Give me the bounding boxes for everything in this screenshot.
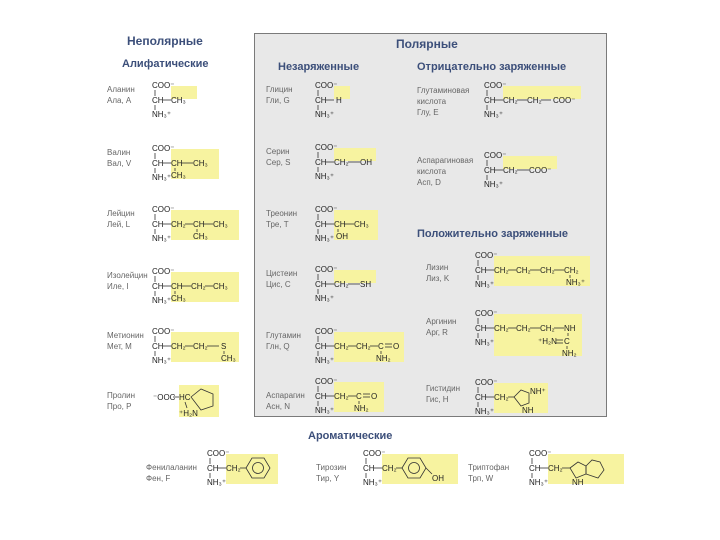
svg-text:OH: OH — [432, 474, 444, 483]
structure-cysteine — [314, 264, 394, 304]
svg-text:CH: CH — [152, 342, 164, 351]
polar-heading: Полярные — [396, 37, 458, 51]
svg-text:CH: CH — [315, 392, 327, 401]
svg-text:CH₂: CH₂ — [171, 342, 186, 351]
svg-text:COO⁻: COO⁻ — [315, 143, 338, 152]
svg-text:H: H — [336, 96, 342, 105]
svg-text:COO⁻: COO⁻ — [152, 144, 175, 153]
svg-text:CH₃: CH₃ — [213, 282, 228, 291]
structure-glutamic-acid — [483, 80, 593, 120]
svg-text:O: O — [393, 342, 400, 351]
svg-text:NH₃⁺: NH₃⁺ — [207, 478, 227, 487]
svg-text:CH: CH — [152, 282, 164, 291]
svg-text:CH₃: CH₃ — [171, 96, 186, 105]
name-label: Триптофан Трп, W — [468, 463, 510, 483]
svg-text:CH: CH — [475, 324, 487, 333]
name-label: Лизин Лиз, K — [426, 263, 450, 283]
svg-text:COO⁻: COO⁻ — [315, 205, 338, 214]
svg-text:CH₂: CH₂ — [334, 280, 349, 289]
name-label: Треонин Тре, T — [266, 209, 298, 229]
svg-text:SH: SH — [360, 280, 372, 289]
svg-text:NH: NH — [572, 478, 584, 487]
svg-text:CH₂: CH₂ — [191, 282, 206, 291]
name-label: Гистидин Гис, H — [426, 384, 461, 404]
structure-methionine — [151, 326, 251, 370]
svg-text:CH: CH — [171, 282, 183, 291]
svg-text:CH: CH — [484, 166, 496, 175]
svg-text:NH₃⁺: NH₃⁺ — [315, 110, 335, 119]
svg-text:CH₂: CH₂ — [334, 158, 349, 167]
svg-text:CH₂: CH₂ — [171, 220, 186, 229]
structure-arginine — [474, 308, 594, 368]
svg-text:NH₃⁺: NH₃⁺ — [152, 356, 172, 365]
svg-text:CH₂: CH₂ — [494, 266, 509, 275]
name-label: Лейцин Лей, L — [107, 209, 135, 229]
svg-text:NH₃⁺: NH₃⁺ — [475, 338, 495, 347]
svg-text:CH: CH — [152, 220, 164, 229]
structure-asparagine — [314, 376, 414, 420]
svg-text:CH₂: CH₂ — [540, 266, 555, 275]
svg-text:NH: NH — [564, 324, 576, 333]
svg-text:NH₃⁺: NH₃⁺ — [315, 172, 335, 181]
svg-text:NH₃⁺: NH₃⁺ — [484, 180, 504, 189]
svg-text:CH: CH — [315, 220, 327, 229]
svg-text:NH₃⁺: NH₃⁺ — [315, 294, 335, 303]
svg-text:COO⁻: COO⁻ — [529, 166, 552, 175]
svg-text:CH: CH — [334, 220, 346, 229]
name-label: Аспарагиновая кислота Асп, D — [417, 156, 474, 187]
svg-text:CH: CH — [529, 464, 541, 473]
svg-text:CH₂: CH₂ — [193, 342, 208, 351]
svg-text:⁺H₂N: ⁺H₂N — [538, 337, 557, 346]
svg-text:CH: CH — [193, 220, 205, 229]
svg-text:S: S — [221, 342, 227, 351]
structure-serine — [314, 142, 394, 182]
svg-text:NH₃⁺: NH₃⁺ — [315, 406, 335, 415]
svg-text:CH₂: CH₂ — [226, 464, 241, 473]
svg-text:CH₃: CH₃ — [193, 159, 208, 168]
structure-proline — [153, 382, 233, 422]
svg-text:CH: CH — [315, 158, 327, 167]
svg-text:COO⁻: COO⁻ — [484, 151, 507, 160]
svg-text:NH₃⁺: NH₃⁺ — [529, 478, 549, 487]
svg-text:COO⁻: COO⁻ — [207, 449, 230, 458]
svg-text:COO⁻: COO⁻ — [475, 378, 498, 387]
svg-text:COO⁻: COO⁻ — [315, 377, 338, 386]
svg-text:CH₂: CH₂ — [503, 96, 518, 105]
name-label: Тирозин Тир, Y — [316, 463, 347, 483]
svg-text:CH₂: CH₂ — [494, 393, 509, 402]
svg-text:COO⁻: COO⁻ — [315, 265, 338, 274]
svg-text:NH₃⁺: NH₃⁺ — [475, 407, 495, 416]
svg-text:CH: CH — [363, 464, 375, 473]
svg-text:NH⁺: NH⁺ — [530, 387, 546, 396]
svg-text:NH₃⁺: NH₃⁺ — [475, 280, 495, 289]
structure-leucine — [151, 204, 251, 248]
svg-text:COO⁻: COO⁻ — [315, 81, 338, 90]
svg-text:COO⁻: COO⁻ — [529, 449, 552, 458]
svg-text:⁺H₂N: ⁺H₂N — [179, 409, 198, 418]
structure-isoleucine — [151, 266, 251, 310]
svg-text:CH: CH — [484, 96, 496, 105]
svg-text:CH₂: CH₂ — [527, 96, 542, 105]
svg-text:COO⁻: COO⁻ — [363, 449, 386, 458]
svg-text:CH: CH — [207, 464, 219, 473]
svg-text:CH: CH — [315, 342, 327, 351]
svg-text:CH: CH — [171, 159, 183, 168]
name-label: Валин Вал, V — [107, 148, 132, 168]
svg-text:CH₂: CH₂ — [334, 392, 349, 401]
svg-text:⁻OOC: ⁻OOC — [153, 393, 176, 402]
svg-text:CH: CH — [315, 280, 327, 289]
structure-aspartic-acid — [483, 150, 583, 190]
svg-text:CH₂: CH₂ — [503, 166, 518, 175]
structure-threonine — [314, 204, 394, 248]
svg-text:CH₃: CH₃ — [213, 220, 228, 229]
svg-text:COO⁻: COO⁻ — [484, 81, 507, 90]
negative-heading: Отрицательно заряженные — [417, 61, 567, 73]
structure-phenylalanine — [206, 448, 306, 492]
svg-text:NH₃⁺: NH₃⁺ — [152, 173, 172, 182]
svg-text:NH₂: NH₂ — [376, 354, 391, 363]
structure-tyrosine — [362, 448, 482, 492]
svg-text:COO⁻: COO⁻ — [475, 251, 498, 260]
svg-text:O: O — [371, 392, 378, 401]
structure-lysine — [474, 250, 594, 294]
name-label: Аланин Ала, A — [107, 85, 135, 105]
svg-text:NH₃⁺: NH₃⁺ — [363, 478, 383, 487]
uncharged-heading: Незаряженные — [278, 61, 360, 73]
svg-text:CH: CH — [152, 159, 164, 168]
svg-text:C: C — [378, 342, 384, 351]
name-label: Фенилаланин Фен, F — [146, 463, 197, 483]
positive-heading: Положительно заряженные — [417, 228, 569, 240]
structure-tryptophan — [528, 448, 638, 492]
svg-text:NH₃⁺: NH₃⁺ — [152, 110, 172, 119]
svg-text:COO⁻: COO⁻ — [315, 327, 338, 336]
name-label: Аспарагин Асн, N — [266, 391, 305, 411]
svg-text:CH₂: CH₂ — [516, 324, 531, 333]
name-label: Глутамин Глн, Q — [266, 331, 301, 351]
svg-text:CH: CH — [475, 266, 487, 275]
structure-glycine — [314, 80, 394, 120]
name-label: Серин Сер, S — [266, 147, 291, 167]
nonpolar-heading: Неполярные — [127, 34, 203, 48]
svg-text:HC: HC — [179, 393, 191, 402]
svg-text:COO⁻: COO⁻ — [475, 309, 498, 318]
svg-text:COO⁻: COO⁻ — [152, 267, 175, 276]
svg-text:COO⁻: COO⁻ — [152, 81, 175, 90]
svg-text:COO⁻: COO⁻ — [152, 327, 175, 336]
svg-text:NH₃⁺: NH₃⁺ — [152, 234, 172, 243]
svg-text:NH: NH — [522, 406, 534, 415]
svg-text:NH₂: NH₂ — [354, 404, 369, 413]
svg-text:CH₂: CH₂ — [356, 342, 371, 351]
name-label: Метионин Мет, M — [107, 331, 144, 351]
svg-text:COO⁻: COO⁻ — [152, 205, 175, 214]
svg-text:OH: OH — [336, 232, 348, 241]
name-label: Глицин Гли, G — [266, 85, 293, 105]
svg-text:CH₃: CH₃ — [221, 354, 236, 363]
svg-text:NH₃⁺: NH₃⁺ — [315, 356, 335, 365]
aromatic-heading: Ароматические — [308, 430, 393, 442]
structure-valine — [151, 143, 231, 187]
structure-histidine — [474, 377, 574, 421]
svg-text:NH₂: NH₂ — [562, 349, 577, 358]
name-label: Пролин Про, P — [107, 391, 136, 411]
aliphatic-heading: Алифатические — [122, 58, 209, 70]
svg-text:C: C — [356, 392, 362, 401]
svg-text:CH₃: CH₃ — [354, 220, 369, 229]
svg-text:CH₃: CH₃ — [171, 294, 186, 303]
svg-text:CH₂: CH₂ — [564, 266, 579, 275]
svg-text:CH₃: CH₃ — [171, 171, 186, 180]
svg-text:NH₃⁺: NH₃⁺ — [152, 296, 172, 305]
svg-text:NH₃⁺: NH₃⁺ — [315, 234, 335, 243]
svg-text:COO⁻: COO⁻ — [553, 96, 576, 105]
svg-text:NH₃⁺: NH₃⁺ — [484, 110, 504, 119]
svg-text:C: C — [564, 337, 570, 346]
svg-text:CH: CH — [152, 96, 164, 105]
name-label: Изолейцин Иле, I — [107, 271, 148, 291]
svg-text:CH₂: CH₂ — [540, 324, 555, 333]
name-label: Цистеин Цис, C — [266, 269, 298, 289]
structure-glutamine — [314, 326, 414, 370]
name-label: Аргинин Арг, R — [426, 317, 457, 337]
svg-text:CH₃: CH₃ — [193, 232, 208, 241]
svg-text:NH₃⁺: NH₃⁺ — [566, 278, 586, 287]
name-label: Глутаминовая кислота Глу, E — [417, 86, 470, 117]
svg-text:CH: CH — [315, 96, 327, 105]
svg-text:CH₂: CH₂ — [334, 342, 349, 351]
svg-text:OH: OH — [360, 158, 372, 167]
svg-text:CH₂: CH₂ — [494, 324, 509, 333]
svg-text:CH₂: CH₂ — [382, 464, 397, 473]
svg-text:CH₂: CH₂ — [516, 266, 531, 275]
structure-alanine — [151, 80, 231, 120]
svg-text:CH: CH — [475, 393, 487, 402]
svg-text:CH₂: CH₂ — [548, 464, 563, 473]
